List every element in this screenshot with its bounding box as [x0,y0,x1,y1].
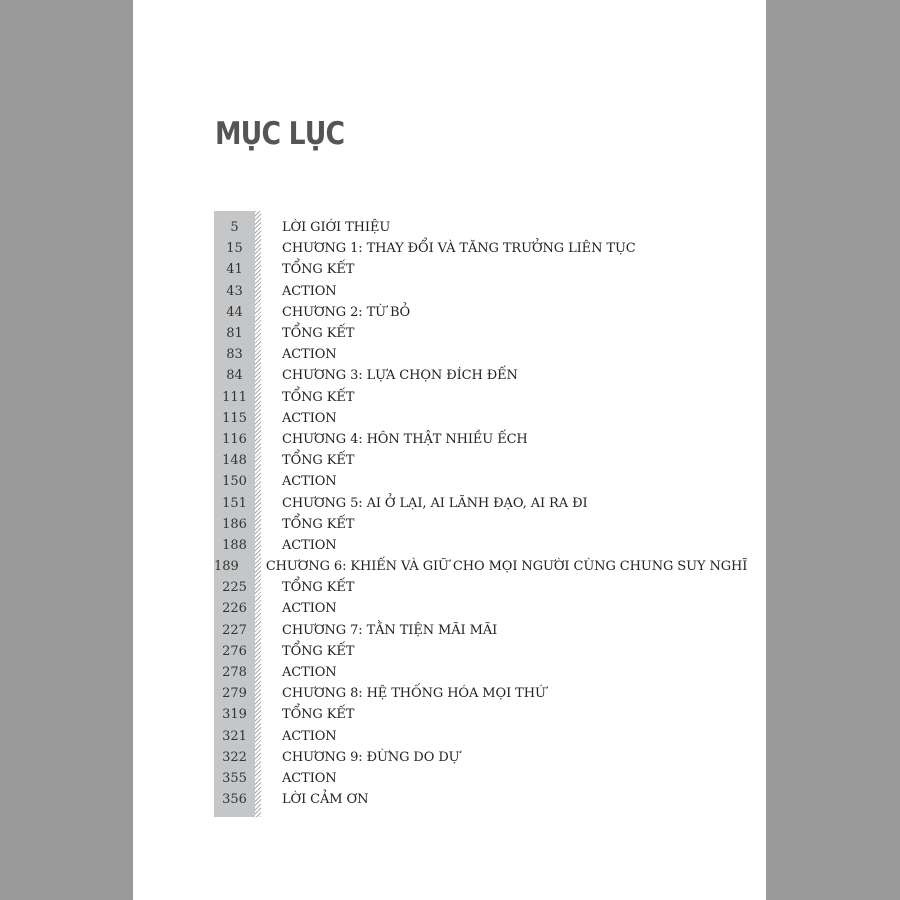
toc-page-number: 321 [222,728,247,744]
toc-entry [214,641,714,662]
toc-entry-label: ACTION [282,410,337,426]
toc-page-number: 189 [214,559,239,575]
toc-entry [214,450,714,471]
toc-entry [214,683,714,704]
toc-entry-label: ACTION [282,283,337,299]
toc-page-number: 81 [226,326,243,342]
toc-page-number: 84 [226,368,243,384]
toc-entry [214,302,714,323]
toc-page-number: 356 [222,792,247,808]
toc-entry [214,281,714,302]
toc-page-number: 322 [222,749,247,765]
toc-entry [214,323,714,344]
toc-entry-label: TỔNG KẾT [282,262,355,278]
toc-entry [214,768,714,789]
toc-page-number: 151 [222,495,247,511]
toc-page-number: 186 [222,516,247,532]
toc-entry [214,662,714,683]
toc-entry-label: TỔNG KẾT [282,643,355,659]
toc-rows [214,217,748,810]
toc-entry-label: CHƯƠNG 4: HÔN THẬT NHIỀU ẾCH [282,431,528,447]
toc-page-number: 319 [222,707,247,723]
toc-page-number: 276 [222,643,247,659]
toc-entry-label: TỔNG KẾT [282,707,355,723]
toc-entry [214,535,714,556]
toc-entry-label: CHƯƠNG 1: THAY ĐỔI VÀ TĂNG TRƯỞNG LIÊN TỤC [282,241,636,257]
toc-entry [214,429,714,450]
toc-entry-label: CHƯƠNG 6: KHIẾN VÀ GIỮ CHO MỌI NGƯỜI CÙNG CHUNG SUY NGHĨ [265,559,748,575]
toc-entry [214,492,714,513]
toc-entry-label: ACTION [282,347,337,363]
toc-entry [214,577,714,598]
toc-entry-label: ACTION [282,728,337,744]
toc-page-number: 44 [226,304,243,320]
toc-page-number: 116 [222,431,247,447]
toc-entry-label: ACTION [282,537,337,553]
toc-entry [214,620,714,641]
toc-entry [214,726,714,747]
toc-entry-label: CHƯƠNG 2: TỪ BỎ [282,304,411,320]
toc-entry [214,789,714,810]
toc-page-number: 226 [222,601,247,617]
toc-page-number: 150 [222,474,247,490]
toc-page-number: 115 [222,410,247,426]
toc-entry-label: ACTION [282,665,337,681]
toc-entry [214,387,714,408]
toc-entry [214,471,714,492]
toc-page-number: 43 [226,283,243,299]
toc-entry-label: LỜI GIỚI THIỆU [282,220,391,236]
toc-page-number: 5 [230,220,239,236]
toc-page-number: 227 [222,622,247,638]
toc-entry-label: ACTION [282,770,337,786]
toc-page-number: 225 [222,580,247,596]
toc-entry-label: TỔNG KẾT [282,516,355,532]
toc-page-number: 15 [226,241,243,257]
toc-page-number: 278 [222,665,247,681]
page-title: MỤC LỤC [215,116,345,152]
toc-page-number: 355 [222,770,247,786]
book-page [133,0,766,900]
toc-page-number: 111 [222,389,247,405]
toc-page-number: 148 [222,453,247,469]
toc-entry-label: TỔNG KẾT [282,453,355,469]
toc-entry-label: CHƯƠNG 9: ĐỪNG DO DỰ [282,749,460,765]
toc-entry-label: TỔNG KẾT [282,326,355,342]
toc-entry [214,747,714,768]
toc-entry-label: CHƯƠNG 5: AI Ở LẠI, AI LÃNH ĐẠO, AI RA ĐI [282,495,588,511]
toc-entry [214,217,714,238]
toc-entry [214,365,714,386]
toc-entry-label: ACTION [282,601,337,617]
toc-entry [214,408,714,429]
toc-entry [214,514,714,535]
toc-entry-label: LỜI CẢM ƠN [282,792,369,808]
toc-entry [214,344,714,365]
toc-entry [214,598,714,619]
toc-entry-label: ACTION [282,474,337,490]
toc-page-number: 279 [222,686,247,702]
toc-entry-label: CHƯƠNG 8: HỆ THỐNG HÓA MỌI THỨ [282,686,546,702]
toc-entry-label: CHƯƠNG 3: LỰA CHỌN ĐÍCH ĐẾN [282,368,518,384]
toc-entry [214,704,714,725]
toc-entry-label: CHƯƠNG 7: TẰN TIỆN MÃI MÃI [282,622,498,638]
toc-entry [214,238,714,259]
toc-page-number: 188 [222,537,247,553]
toc-entry [214,259,714,280]
toc-entry-label: TỔNG KẾT [282,580,355,596]
toc-entry-label: TỔNG KẾT [282,389,355,405]
toc-entry [214,556,748,577]
toc-page-number: 41 [226,262,243,278]
toc-page-number: 83 [226,347,243,363]
